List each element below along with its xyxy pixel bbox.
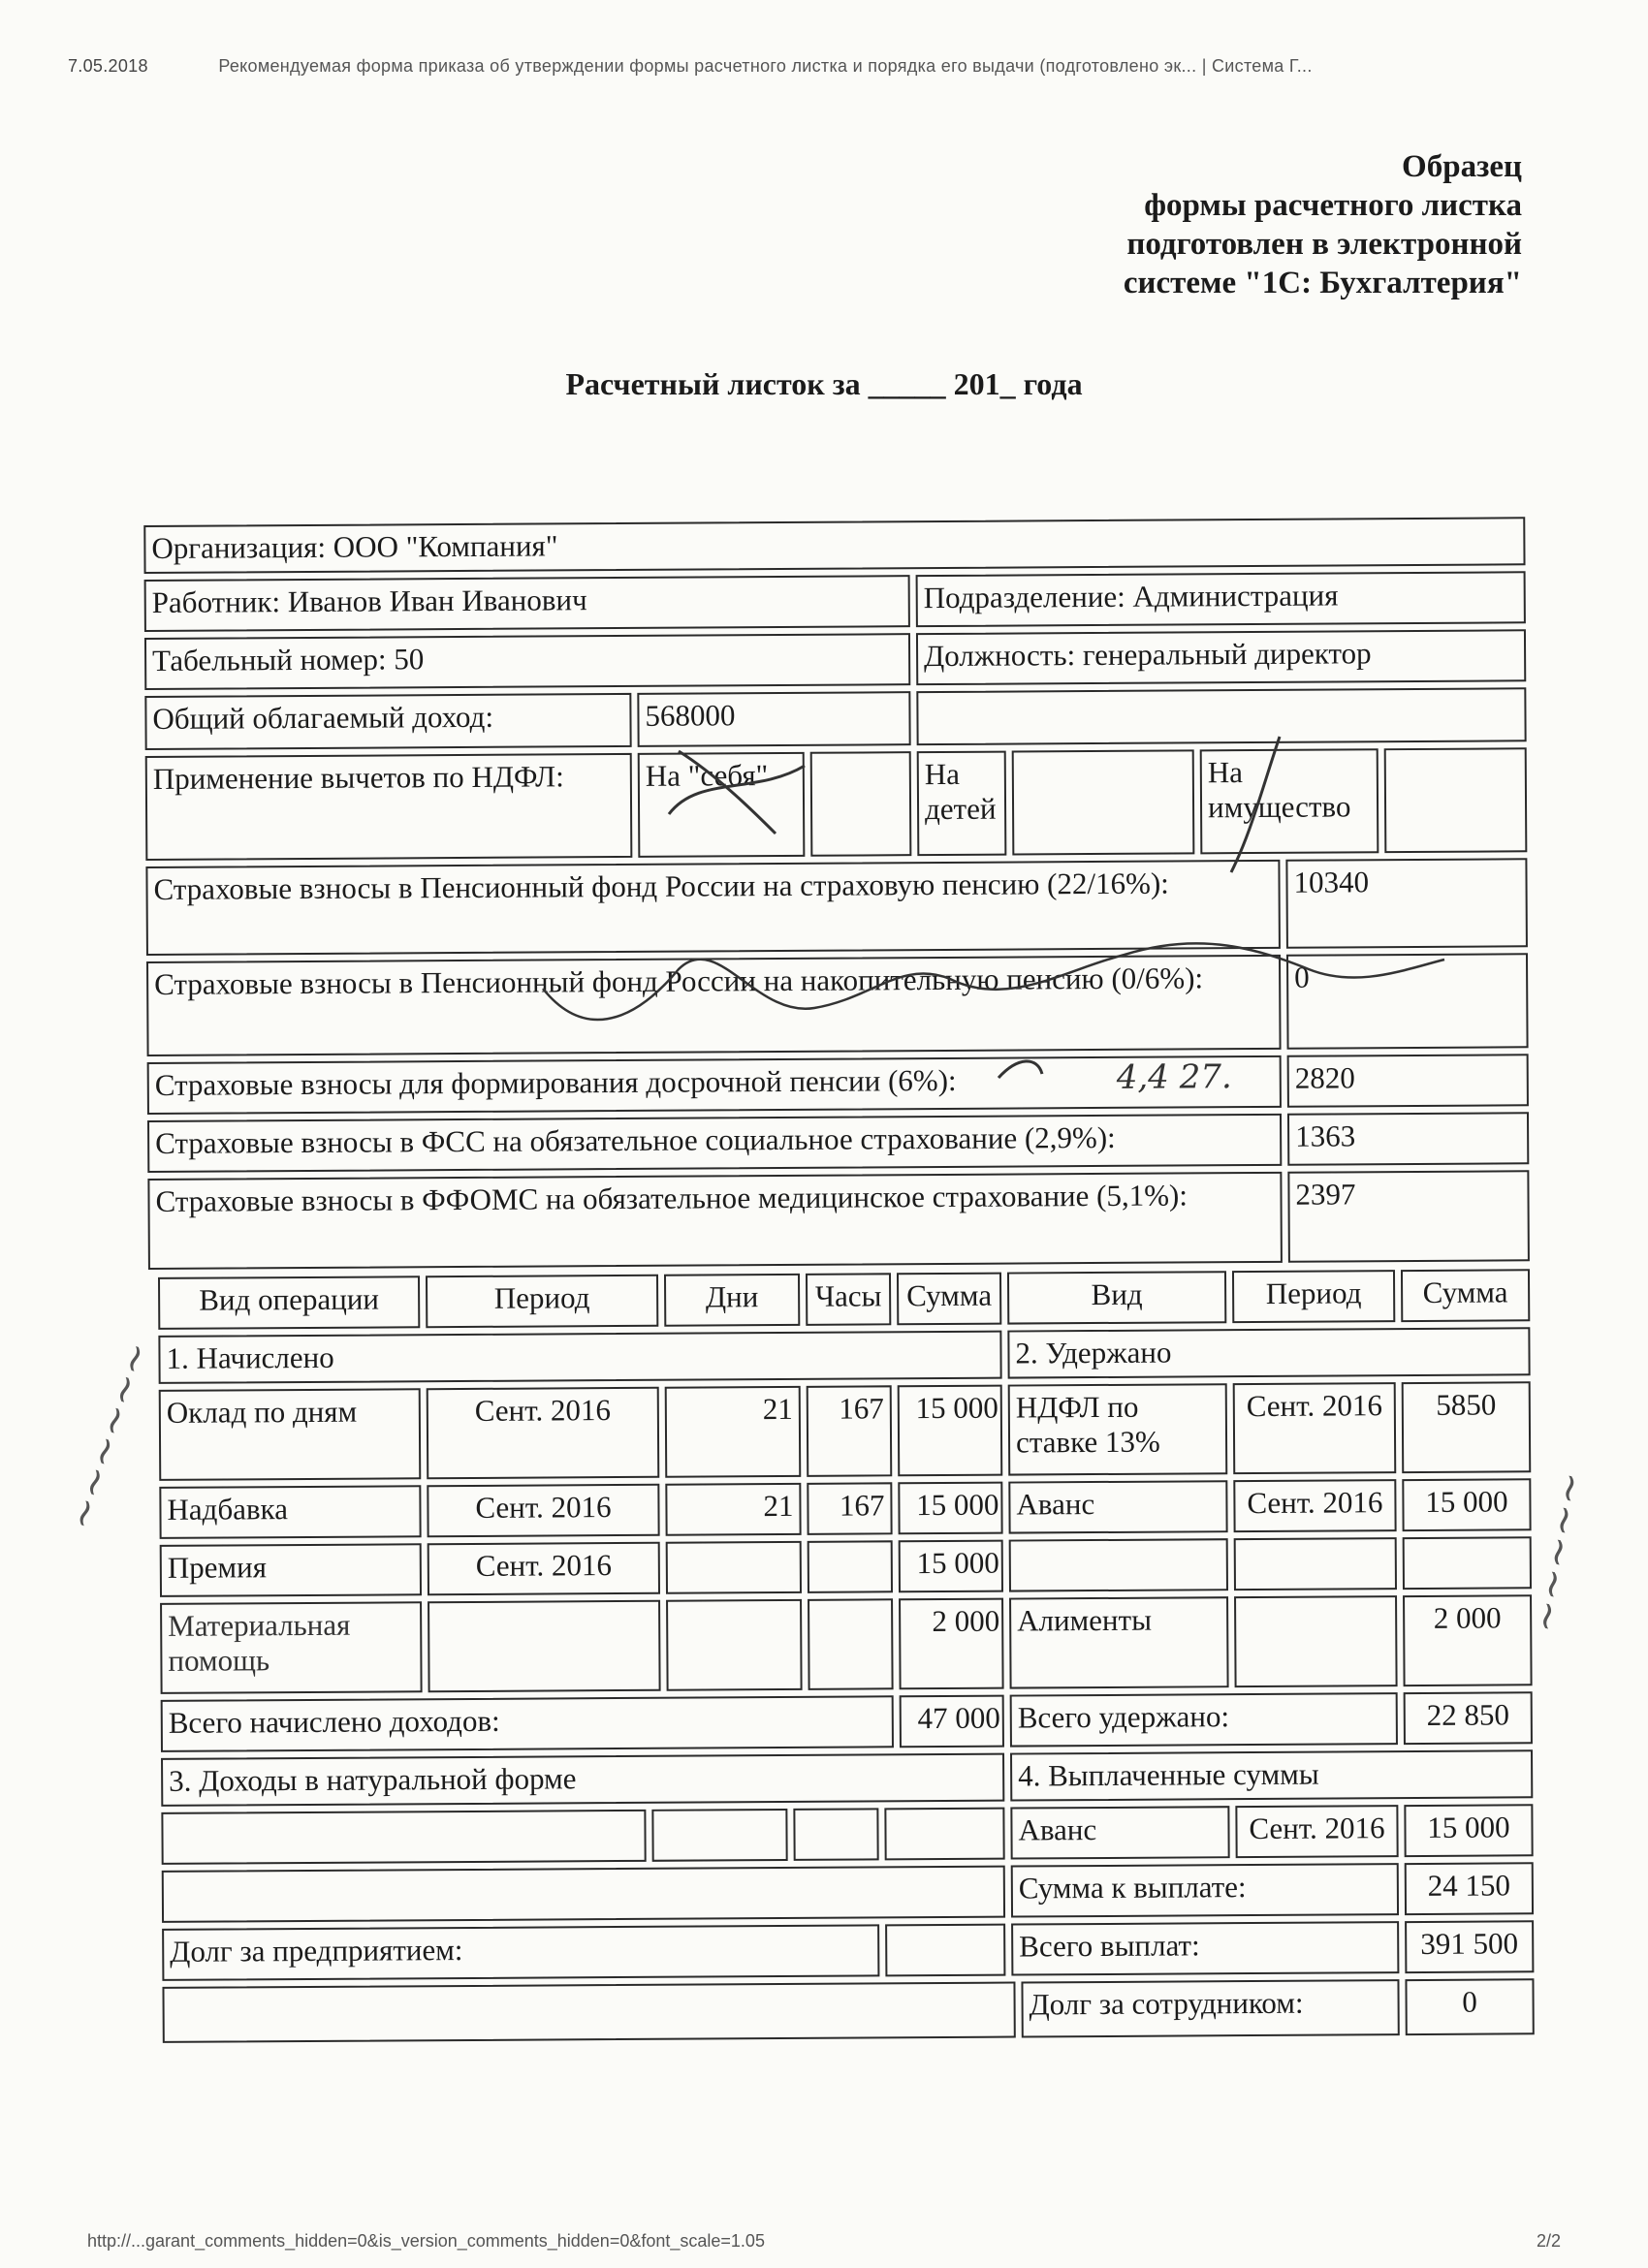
total-accrued-label: Всего начислено доходов: [161,1695,894,1752]
organization-cell: Организация: ООО "Компания" [143,517,1525,574]
accrual-type: Надбавка [159,1485,421,1539]
accrual-period: Сент. 2016 [427,1484,659,1537]
sample-heading-line: системе "1С: Бухгалтерия" [1123,266,1522,300]
contribution-value: 2397 [1287,1170,1530,1263]
section-withheld-title: 2. Удержано [1007,1327,1530,1378]
total-paid-label: Всего выплат: [1011,1921,1399,1975]
header-days: Дни [664,1274,800,1327]
accrual-sum: 15 000 [898,1482,1002,1535]
handwritten-side-note-left: ~~~~~~ [58,1336,161,1536]
deductions-label: Применение вычетов по НДФЛ: [145,753,633,861]
print-date: 7.05.2018 [68,56,148,76]
withholding-period: Сент. 2016 [1233,1382,1397,1474]
company-debt-label: Долг за предприятием: [162,1924,879,1981]
accrual-type: Материальная помощь [160,1601,423,1694]
withholding-sum: 2 000 [1403,1594,1533,1686]
header-sum: Сумма [897,1273,1001,1326]
total-paid-value: 391 500 [1405,1920,1534,1973]
page-number: 2/2 [1536,2231,1561,2251]
header-operation-type: Вид операции [158,1276,420,1330]
accrual-hours [808,1598,894,1690]
deduction-self: На "себя" [638,752,806,858]
position-cell: Должность: генеральный директор [916,629,1526,685]
accrual-days: 21 [665,1386,802,1478]
accrual-hours: 167 [807,1385,893,1477]
header-period: Период [1232,1270,1395,1323]
contribution-label: Страховые взносы для формирования досрочной пенсии (6%): [147,1055,1282,1115]
employee-debt-value: 0 [1405,1978,1534,2035]
in-kind-cell [884,1808,1004,1861]
handwritten-rate-note: 4,4 27. [1116,1057,1232,1097]
header-hours: Часы [806,1273,891,1326]
contribution-label: Страховые взносы в ФФОМС на обязательное медицинское страхование (5,1%): [147,1172,1283,1270]
accrual-days [666,1599,803,1691]
to-pay-label: Сумма к выплате: [1011,1863,1399,1917]
withholding-type: Алименты [1009,1596,1229,1688]
withholding-type: НДФЛ по ставке 13% [1008,1383,1228,1475]
taxable-income-value: 568000 [637,691,910,747]
accrual-period: Сент. 2016 [428,1542,660,1595]
withholding-sum: 5850 [1402,1381,1532,1473]
pay-slip-form [143,476,1536,2053]
accrual-type: Оклад по дням [159,1388,422,1481]
contribution-label: Страховые взносы в Пенсионный фонд России на накопительную пенсию (0/6%): [146,955,1282,1056]
employee-cell: Работник: Иванов Иван Иванович [144,575,910,632]
deduction-self-value [810,751,912,857]
accrual-sum: 15 000 [899,1540,1003,1593]
total-withheld-label: Всего удержано: [1010,1692,1398,1747]
contribution-value: 0 [1286,953,1529,1050]
header-period: Период [426,1275,658,1328]
contribution-value: 1363 [1287,1112,1529,1166]
department-cell: Подразделение: Администрация [916,571,1526,627]
accrual-sum: 15 000 [898,1385,1003,1477]
in-kind-cell [793,1808,878,1861]
deduction-children-value [1012,749,1195,855]
header-sum: Сумма [1401,1269,1530,1322]
accrual-sum: 2 000 [899,1598,1004,1690]
sample-heading-line: формы расчетного листка [1144,188,1522,223]
footer-url: http://...garant_comments_hidden=0&is_version_comments_hidden=0&font_scale=1.05 [87,2231,765,2251]
total-withheld-value: 22 850 [1404,1691,1533,1745]
accrual-hours: 167 [807,1482,892,1535]
header-kind: Вид [1007,1271,1226,1324]
print-title: Рекомендуемая форма приказа об утверждении формы расчетного листка и порядка его выдачи (подготовлено эк... | Система Г... [218,56,1313,76]
total-accrued-value: 47 000 [900,1695,1004,1748]
sample-heading-line: Образец [1402,149,1522,184]
withholding-period: Сент. 2016 [1233,1479,1396,1532]
accrual-period [428,1600,661,1692]
tab-number-cell: Табельный номер: 50 [144,633,910,690]
sample-heading [1124,147,1522,302]
accrual-hours [808,1540,893,1593]
paid-advance-period: Сент. 2016 [1235,1805,1398,1858]
withholding-type [1009,1538,1228,1591]
withholding-period [1234,1595,1398,1687]
taxable-income-label: Общий облагаемый доход: [144,693,631,750]
blank-cell [162,1982,1015,2043]
contribution-value: 10340 [1285,858,1528,949]
page-footer [87,2231,1561,2252]
employee-debt-label: Долг за сотрудником: [1021,1979,1399,2037]
to-pay-value: 24 150 [1405,1862,1534,1915]
contribution-value: 2820 [1287,1054,1529,1108]
paid-advance-label: Аванс [1010,1806,1229,1859]
handwritten-side-note-right: ~~~~~ [1522,1467,1595,1636]
in-kind-cell [651,1809,787,1862]
withholding-sum [1403,1536,1532,1590]
contribution-label: Страховые взносы в Пенсионный фонд России на страховую пенсию (22/16%): [145,860,1281,956]
withholding-sum: 15 000 [1402,1478,1531,1531]
withholding-period [1234,1537,1397,1591]
accrual-type: Премия [160,1543,422,1597]
empty-cell [916,687,1526,745]
accrual-period: Сент. 2016 [427,1387,660,1479]
contribution-label: Страховые взносы в ФСС на обязательное социальное страхование (2,9%): [147,1114,1282,1173]
deduction-children: На детей [917,751,1007,857]
deduction-property-value [1384,747,1528,853]
deduction-property: На имущество [1200,748,1379,854]
slip-title: Расчетный листок за _____ 201_ года [565,366,1083,401]
accrual-days: 21 [665,1483,801,1536]
section-accrued-title: 1. Начислено [158,1331,1001,1384]
accrual-days [666,1541,802,1594]
withholding-type: Аванс [1008,1480,1227,1533]
in-kind-cell [162,1866,1005,1923]
paid-advance-value: 15 000 [1404,1804,1533,1857]
page-header [68,56,1313,77]
in-kind-cell [161,1810,646,1865]
section-paid-title: 4. Выплаченные суммы [1010,1749,1533,1801]
sample-heading-line: подготовлен в электронной [1126,227,1522,262]
section-in-kind-title: 3. Доходы в натуральной форме [161,1753,1004,1807]
company-debt-value [885,1924,1005,1977]
